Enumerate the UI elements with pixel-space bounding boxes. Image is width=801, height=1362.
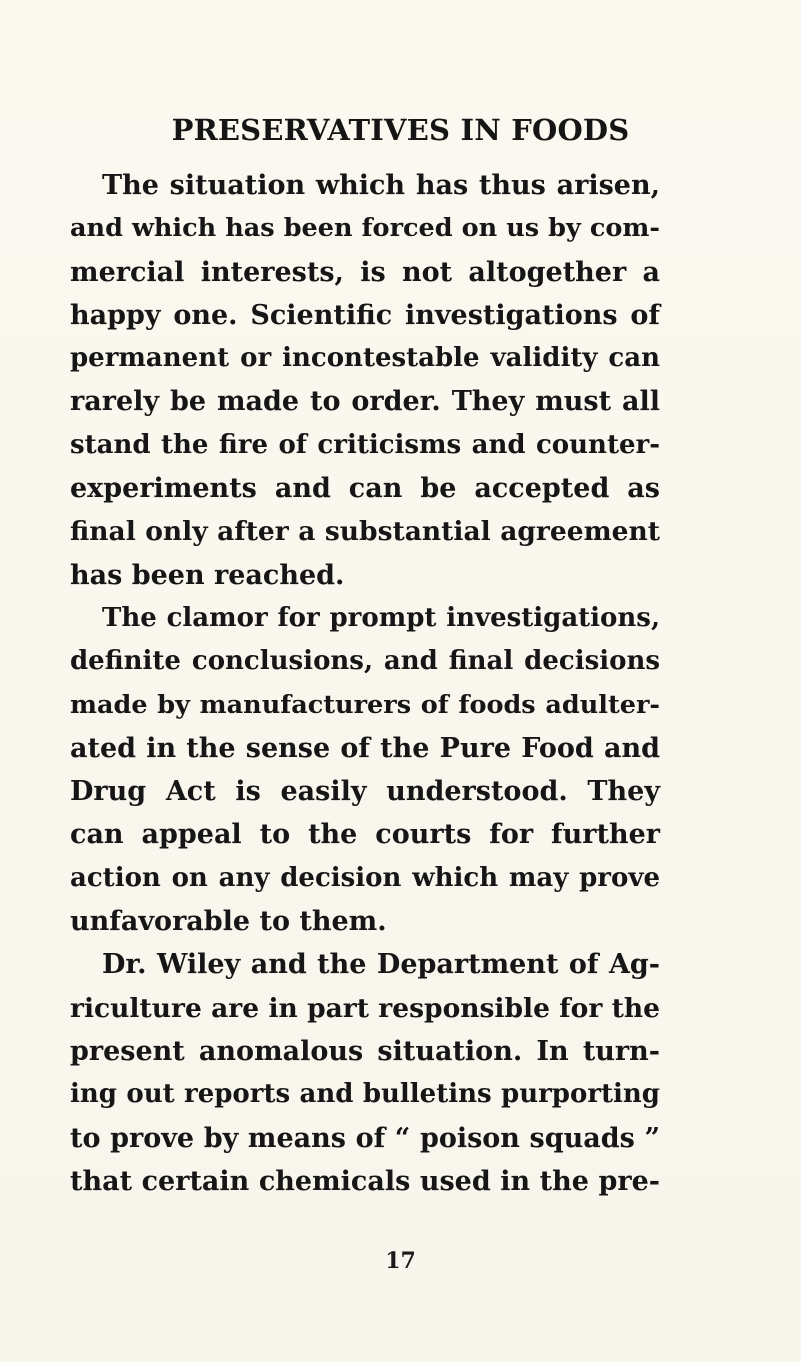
text-line: has been reached. [70, 559, 345, 591]
text-line: can appeal to the courts for further [70, 819, 660, 851]
text-line: stand the fire of criticisms and counter- [70, 429, 660, 460]
text-line: rarely be made to order. They must all [70, 386, 660, 418]
body-text [70, 164, 660, 1203]
text-line: experiments and can be accepted as [70, 473, 660, 505]
text-line: mercial interests, is not altogether a [70, 256, 660, 288]
text-line: and which has been forced on us by com- [70, 213, 660, 244]
text-line: to prove by means of “ poison squads ” [70, 1122, 660, 1154]
text-line: action on any decision which may prove [70, 862, 660, 893]
text-line: ated in the sense of the Pure Food and [70, 732, 660, 764]
text-line: that certain chemicals used in the pre- [70, 1165, 660, 1197]
text-line: The clamor for prompt investigations, [102, 602, 660, 633]
running-head-title: PRESERVATIVES IN FOODS [171, 113, 630, 147]
text-line: unfavorable to them. [70, 906, 387, 938]
text-line: happy one. Scientific investigations of [70, 299, 660, 331]
text-line: made by manufacturers of foods adulter- [70, 689, 660, 720]
text-line: Drug Act is easily understood. They [70, 776, 660, 808]
text-line: Dr. Wiley and the Department of Ag- [102, 949, 660, 981]
text-line: final only after a substantial agreement [70, 516, 660, 548]
text-line: permanent or incontestable validity can [70, 343, 660, 374]
text-line: ing out reports and bulletins purporting [70, 1079, 660, 1110]
text-line: present anomalous situation. In turn- [70, 1035, 660, 1067]
text-line: The situation which has thus arisen, [102, 170, 660, 201]
page-number: 17 [385, 1248, 416, 1274]
text-line: riculture are in part responsible for the [70, 992, 660, 1024]
text-line: definite conclusions, and final decisions [70, 646, 660, 677]
